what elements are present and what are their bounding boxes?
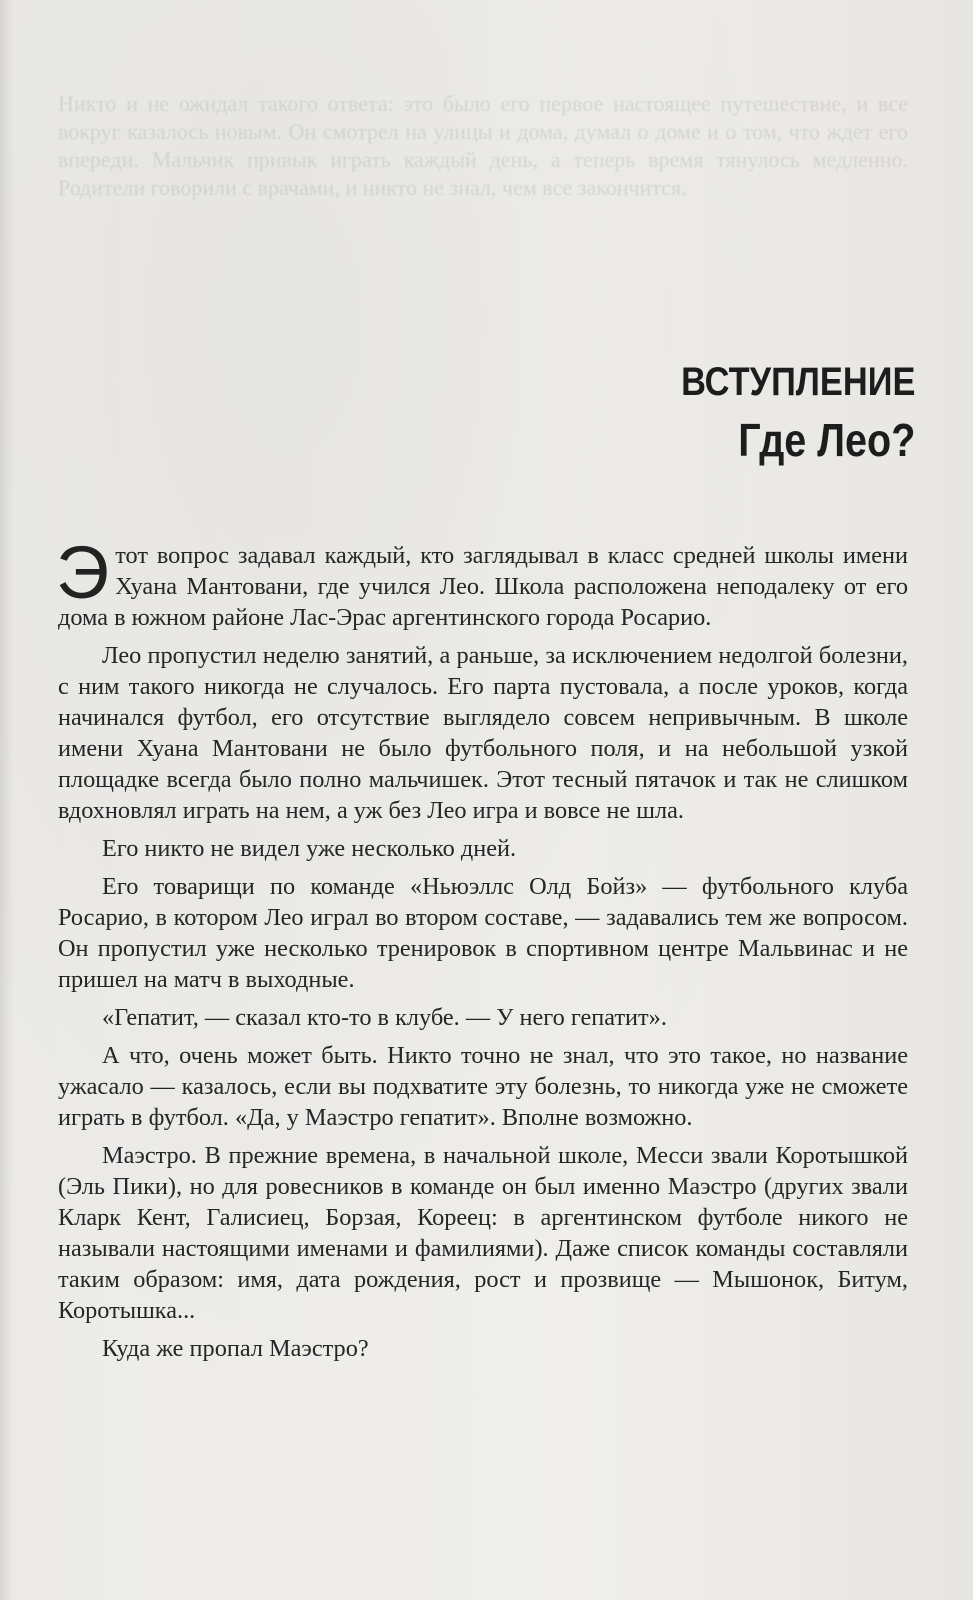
paragraph: Куда же пропал Маэстро?	[102, 1335, 369, 1362]
drop-cap: Э	[56, 531, 110, 614]
paragraph: А что, очень может быть. Никто точно не знал, что это такое, но название ужасало — казалось, если вы подхватите эту болезнь, то никогда уже не сможете играть в футбол. «Да, у Маэстро гепатит». Вполне возможно.	[58, 1042, 908, 1131]
paragraph	[56, 531, 908, 633]
paragraph: Его товарищи по команде «Ньюэллс Олд Бойз» — футбольного клуба Росарио, в котором Лео играл во втором составе, — задавались тем же вопросом. Он пропустил уже несколько тренировок в спортивном центре Мальвинас и не пришел на матч в выходные.	[58, 873, 908, 993]
paragraph: Лео пропустил неделю занятий, а раньше, за исключением недолгой болезни, с ним такого никогда не случалось. Его парта пустовала, а после уроков, когда начинался футбол, его отсутствие выглядело совсем непривычным. В школе имени Хуана Мантовани не было футбольного поля, и на небольшой узкой площадке всегда было полно мальчишек. Этот тесный пятачок и так не слишком вдохновлял играть на нем, а уж без Лео игра и вовсе не шла.	[58, 642, 908, 824]
paragraph: Маэстро. В прежние времена, в начальной школе, Месси звали Коротышкой (Эль Пики), но для ровесников в команде он был именно Маэстро (других звали Кларк Кент, Галисиец, Борзая, Кореец: в аргентинском футболе никого не называли настоящими именами и фамилиями). Даже список команды составляли таким образом: имя, дата рождения, рост и прозвище — Мышонок, Битум, Коротышка...	[58, 1142, 908, 1324]
paragraph: «Гепатит, — сказал кто-то в клубе. — У него гепатит».	[102, 1004, 667, 1031]
chapter-heading	[643, 358, 915, 468]
paragraph: Его никто не видел уже несколько дней.	[102, 835, 517, 862]
paragraph-text: тот вопрос задавал каждый, кто заглядывал в класс средней школы имени Хуана Мантовани, где учился Лео. Школа расположена неподалеку от его дома в южном районе Лас-Эрас аргентинского города Росарио.	[58, 542, 908, 631]
chapter-title: Где Лео?	[737, 414, 915, 466]
show-through-text: Никто и не ожидал такого ответа: это было его первое настоящее путешествие, и все вокруг казалось новым. Он смотрел на улицы и дома, думал о доме и о том, что ждет его впереди. Мальчик привык играть каждый день, а теперь время тянулось медленно. Родители говорили с врачами, и никто не знал, чем все закончится.	[58, 91, 908, 200]
chapter-label: ВСТУПЛЕНИЕ	[680, 360, 915, 404]
chapter-body	[56, 531, 908, 1371]
